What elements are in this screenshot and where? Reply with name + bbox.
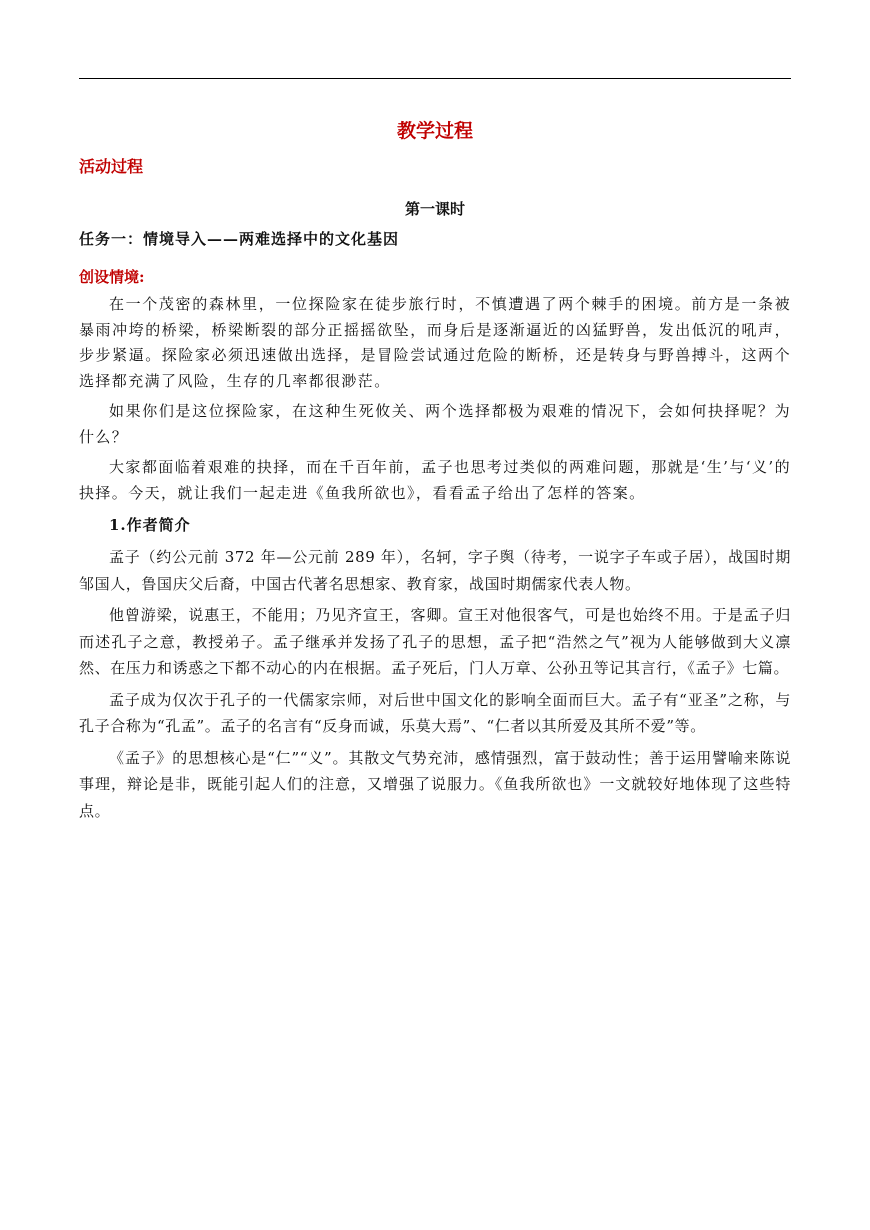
author-heading: 1.作者简介 — [109, 516, 191, 534]
scene-heading: 创设情境: — [79, 268, 145, 286]
header-rule — [79, 78, 791, 79]
scene-paragraph: 大家都面临着艰难的抉择，而在千百年前，孟子也思考过类似的两难问题，那就是‘生’与‘义’的抉择。今天，就让我们一起走进《鱼我所欲也》，看看孟子给出了怎样的答案。 — [79, 458, 791, 502]
document-body — [79, 112, 791, 829]
author-paragraph: 《孟子》的思想核心是“仁”“义”。其散文气势充沛，感情强烈，富于鼓动性；善于运用譬喻来陈说事理，辩论是非，既能引起人们的注意，又增强了说服力。《鱼我所欲也》一文就较好地体现了这些特点。 — [79, 748, 791, 820]
document-title: 教学过程 — [396, 120, 473, 142]
lesson-title: 第一课时 — [404, 200, 465, 218]
scene-paragraph: 如果你们是这位探险家，在这种生死攸关、两个选择都极为艰难的情况下，会如何抉择呢？为什么？ — [79, 402, 791, 446]
author-paragraph: 孟子成为仅次于孔子的一代儒家宗师，对后世中国文化的影响全面而巨大。孟子有“亚圣”之称，与孔子合称为“孔孟”。孟子的名言有“反身而诚，乐莫大焉”、“仁者以其所爱及其所不爱”等。 — [79, 690, 791, 735]
task-title: 任务一：情境导入——两难选择中的文化基因 — [79, 230, 400, 248]
section-heading: 活动过程 — [79, 157, 144, 176]
author-paragraph: 孟子（约公元前 372 年—公元前 289 年），名轲，字子舆（待考，一说字子车或子居），战国时期邹国人，鲁国庆父后裔，中国古代著名思想家、教育家，战国时期儒家代表人物。 — [79, 548, 791, 593]
scene-paragraph: 在一个茂密的森林里，一位探险家在徒步旅行时，不慎遭遇了两个棘手的困境。前方是一条被暴雨冲垮的桥梁，桥梁断裂的部分正摇摇欲坠，而身后是逐渐逼近的凶猛野兽，发出低沉的吼声，步步紧逼。探险家必须迅速做出选择，是冒险尝试通过危险的断桥，还是转身与野兽搏斗，这两个选择都充满了风险，生存的几率都很渺茫。 — [79, 295, 791, 390]
author-paragraph: 他曾游梁，说惠王，不能用；乃见齐宣王，客卿。宣王对他很客气，可是也始终不用。于是孟子归而述孔子之意，教授弟子。孟子继承并发扬了孔子的思想，孟子把“浩然之气”视为人能够做到大义凛然、在压力和诱惑之下都不动心的内在根据。孟子死后，门人万章、公孙丑等记其言行，《孟子》七篇。 — [79, 606, 791, 677]
